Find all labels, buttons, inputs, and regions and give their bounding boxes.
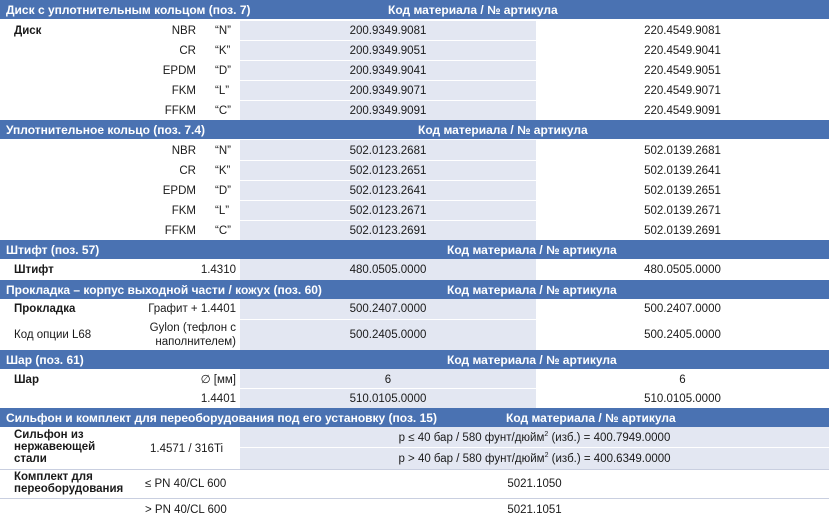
material: CR	[179, 45, 196, 57]
material-code: “N”	[215, 145, 231, 157]
kit-pn-low: ≤ PN 40/CL 600	[145, 478, 227, 490]
article-1: 200.9349.9041	[349, 65, 427, 77]
article-2: 220.4549.9051	[644, 65, 721, 77]
code-header: Код материала / № артикула	[388, 3, 558, 17]
article-1: 480.0505.0000	[349, 264, 427, 276]
table-row	[0, 221, 829, 240]
material-code: “C”	[215, 225, 231, 237]
article-1: 200.9349.9091	[349, 105, 427, 117]
option-label: Код опции L68	[14, 329, 92, 341]
article-2: 500.2407.0000	[644, 303, 721, 315]
material: FFKM	[164, 105, 196, 117]
material: NBR	[171, 145, 196, 157]
material-code: “C”	[215, 105, 231, 117]
row-label: Штифт	[14, 264, 54, 276]
table-row	[0, 161, 829, 181]
article-2: 220.4549.9071	[644, 85, 721, 97]
kit-article-low: 5021.1050	[507, 478, 562, 490]
table-row	[0, 320, 829, 350]
section-title: Уплотнительное кольцо (поз. 7.4)	[6, 123, 206, 137]
diameter-1: 6	[384, 374, 392, 386]
row-label: Прокладка	[14, 303, 76, 315]
table-row	[0, 427, 829, 448]
code-header: Код материала / № артикула	[447, 243, 617, 257]
article-2: 500.2405.0000	[644, 329, 721, 341]
material: FKM	[171, 85, 196, 97]
article-2: 220.4549.9041	[644, 45, 721, 57]
kit-label: Комплект для переоборудования	[14, 471, 124, 495]
kit-article-high: 5021.1051	[507, 504, 562, 516]
article-2: 502.0139.2671	[644, 205, 721, 217]
code-header: Код материала / № артикула	[447, 353, 617, 367]
material: Графит + 1.4401	[148, 303, 236, 315]
article-1: 200.9349.9051	[349, 45, 427, 57]
table-row	[0, 140, 829, 161]
diameter-2: 6	[679, 374, 686, 386]
article-2: 502.0139.2681	[644, 145, 721, 157]
kit-pn-high: > PN 40/CL 600	[145, 504, 227, 516]
code-header: Код материала / № артикула	[506, 411, 676, 425]
article-1: 500.2407.0000	[349, 303, 427, 315]
material: 1.4401	[200, 393, 236, 405]
table-row	[0, 201, 829, 221]
bellows-label: Сильфон из нержавеющей стали	[14, 429, 96, 465]
material-code: “D”	[215, 185, 231, 197]
bellows-article-high: p > 40 бар / 580 фунт/дюйм$^2$ (изб.) = 400.6349.0000	[398, 452, 671, 465]
table-row	[0, 181, 829, 201]
article-2: 502.0139.2641	[644, 165, 721, 177]
row-label: Шар	[14, 374, 39, 386]
table-row	[0, 448, 829, 469]
section-title: Штифт (поз. 57)	[6, 243, 100, 257]
section-header-ball	[0, 350, 829, 369]
article-1: 200.9349.9081	[349, 25, 427, 37]
material: EPDM	[162, 185, 196, 197]
bellows-material: 1.4571 / 316Ti	[150, 443, 224, 455]
article-2: 510.0105.0000	[644, 393, 721, 405]
diameter-label: ∅ [мм]	[200, 374, 236, 386]
article-1: 502.0123.2691	[349, 225, 427, 237]
section-header-seal	[0, 120, 829, 139]
code-header: Код материала / № артикула	[418, 123, 588, 137]
material: Gylon (тефлон с наполнителем)	[149, 322, 236, 348]
table-row	[0, 61, 829, 81]
table-row	[0, 41, 829, 61]
material-code: “L”	[215, 205, 230, 217]
table-row	[0, 259, 829, 280]
article-1: 502.0123.2681	[349, 145, 427, 157]
material: EPDM	[162, 65, 196, 77]
section-header-bellows	[0, 408, 829, 427]
article-1: 200.9349.9071	[349, 85, 427, 97]
table-row	[0, 21, 829, 41]
article-2: 502.0139.2691	[644, 225, 721, 237]
material: FFKM	[164, 225, 196, 237]
bellows-article-low: p ≤ 40 бар / 580 фунт/дюйм$^2$ (изб.) = 400.7949.0000	[398, 431, 671, 444]
row-label: Диск	[14, 25, 42, 37]
table-row	[0, 299, 829, 320]
table-row	[0, 101, 829, 120]
material-code: “K”	[215, 45, 231, 57]
article-2: 220.4549.9081	[644, 25, 721, 37]
article-1: 502.0123.2641	[349, 185, 427, 197]
material-code: “K”	[215, 165, 231, 177]
code-header: Код материала / № артикула	[447, 283, 617, 297]
article-1: 500.2405.0000	[349, 329, 427, 341]
article-2: 502.0139.2651	[644, 185, 721, 197]
table-row	[0, 499, 829, 523]
section-title: Диск с уплотнительным кольцом (поз. 7)	[6, 3, 251, 17]
article-1: 502.0123.2651	[349, 165, 427, 177]
section-title: Шар (поз. 61)	[6, 353, 84, 367]
material: 1.4310	[200, 264, 236, 276]
article-1: 502.0123.2671	[349, 205, 427, 217]
article-1: 510.0105.0000	[349, 393, 427, 405]
material: NBR	[171, 25, 196, 37]
section-title: Сильфон и комплект для переоборудования под его установку (поз. 15)	[6, 411, 437, 425]
table-row	[0, 389, 829, 408]
section-header-gasket	[0, 280, 829, 299]
section-title: Прокладка – корпус выходной части / кожух (поз. 60)	[6, 283, 322, 297]
table-row	[0, 81, 829, 101]
material-code: “N”	[215, 25, 231, 37]
table-row	[0, 470, 829, 498]
material: CR	[179, 165, 196, 177]
material-code: “L”	[215, 85, 230, 97]
table-row	[0, 369, 829, 389]
section-header-disk	[0, 0, 829, 19]
material-code: “D”	[215, 65, 231, 77]
material: FKM	[171, 205, 196, 217]
article-2: 480.0505.0000	[644, 264, 721, 276]
article-2: 220.4549.9091	[644, 105, 721, 117]
section-header-pin	[0, 240, 829, 259]
